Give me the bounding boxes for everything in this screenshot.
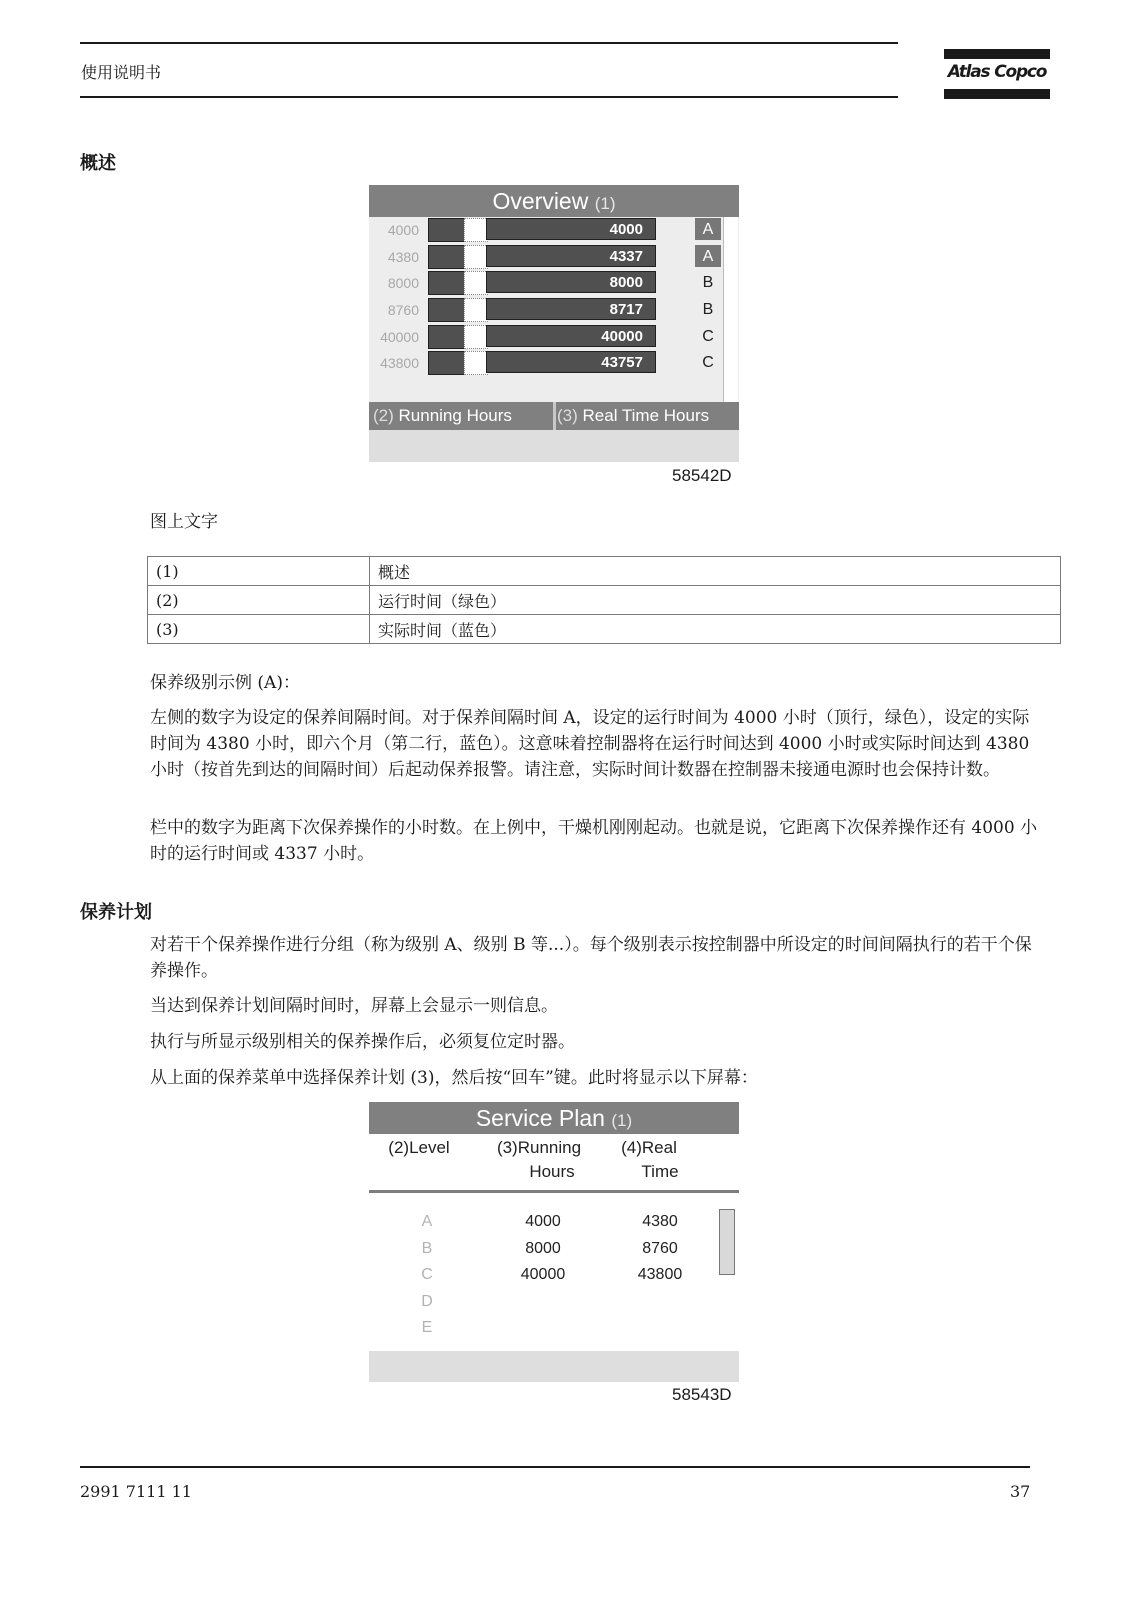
status-bar-gap — [464, 245, 488, 269]
overview-screen-title: Overview (1) — [369, 185, 739, 217]
status-bar-block — [428, 298, 466, 322]
legend-title: 图上文字 — [150, 512, 218, 532]
legend-key: (1) — [148, 557, 370, 586]
figure-id: 58543D — [672, 1385, 732, 1404]
level-badge: B — [702, 274, 714, 291]
level-badge: B — [702, 301, 714, 318]
legend-key: (3) — [148, 615, 370, 644]
example-title: 保养级别示例 (A)： — [150, 673, 300, 693]
paragraph: 栏中的数字为距离下次保养操作的小时数。在上例中，干燥机刚刚起动。也就是说，它距离下次保养操作还有 4000 小时的运行时间或 4337 小时。 — [150, 818, 1038, 864]
overview-screen — [369, 185, 739, 462]
column-header-running-hours: (3)Running Hours — [496, 1138, 582, 1181]
status-bar-block — [428, 271, 466, 295]
level-label: C — [421, 1266, 433, 1283]
header-top-rule — [80, 42, 898, 44]
service-plan-header — [369, 1134, 739, 1193]
header-bottom-rule — [80, 96, 898, 98]
status-bar-gap — [464, 325, 488, 349]
level-badge: A — [695, 245, 721, 267]
service-plan-scrollbar[interactable] — [719, 1209, 735, 1275]
table-row — [148, 557, 1061, 586]
level-label: D — [421, 1293, 433, 1310]
legend-value: 实际时间（蓝色） — [370, 615, 1061, 644]
paragraph: 从上面的保养菜单中选择保养计划 (3)，然后按“回车”键。此时将显示以下屏幕： — [150, 1068, 758, 1088]
level-label: B — [421, 1240, 433, 1257]
overview-bottom-bar — [369, 430, 739, 462]
tab-separator — [553, 402, 556, 430]
legend-value: 运行时间（绿色） — [370, 586, 1061, 615]
level-badge: A — [695, 218, 721, 240]
status-bar-block — [428, 325, 466, 349]
service-plan-screen — [369, 1102, 739, 1382]
legend-table — [147, 556, 1061, 644]
document-type: 使用说明书 — [81, 63, 162, 82]
section-title-overview: 概述 — [80, 153, 116, 174]
overview-row: 40000 40000 C — [369, 325, 739, 349]
overview-scrollbar[interactable] — [723, 217, 738, 402]
real-time-value: 8760 — [642, 1240, 678, 1257]
column-header-real-time: (4)Real Time — [621, 1138, 679, 1181]
section-title-service-plan: 保养计划 — [80, 902, 152, 923]
status-bar-block — [428, 351, 466, 375]
service-plan-body — [369, 1193, 739, 1351]
paragraph: 左侧的数字为设定的保养间隔时间。对于保养间隔时间 A，设定的运行时间为 4000 小时（顶行，绿色），设定的实际时间为 4380 小时，即六个月（第二行，蓝色）。这意味着控制器将在运行时间达到 4000 小时或实际时间达到 4380 小时（按首先到达的间隔时间）后起动保养报警。请注意，实际时间计数器在控制器未接通电源时也会保持计数。 — [150, 708, 1030, 780]
overview-tab-bar — [369, 402, 739, 430]
running-hours-value: 4000 — [525, 1213, 561, 1230]
column-header-level: (2)Level — [388, 1138, 450, 1157]
real-time-value: 43800 — [637, 1266, 683, 1283]
atlas-copco-logo: Atlas Copco — [944, 49, 1050, 99]
tab-real-time-hours[interactable]: (3) Real Time Hours — [557, 406, 710, 425]
paragraph: 当达到保养计划间隔时间时，屏幕上会显示一则信息。 — [150, 996, 558, 1016]
overview-row: 8760 8717 B — [369, 298, 739, 322]
status-bar-gap — [464, 218, 488, 242]
paragraph: 执行与所显示级别相关的保养操作后，必须复位定时器。 — [150, 1032, 575, 1052]
status-bar-gap — [464, 298, 488, 322]
level-label: A — [421, 1213, 433, 1230]
document-number: 2991 7111 11 — [80, 1482, 192, 1501]
table-row — [148, 615, 1061, 644]
level-label: E — [421, 1319, 433, 1336]
running-hours-value: 8000 — [525, 1240, 561, 1257]
legend-value: 概述 — [370, 557, 1061, 586]
level-badge: C — [702, 328, 714, 345]
status-bar-block — [428, 245, 466, 269]
overview-row: 8000 8000 B — [369, 271, 739, 295]
overview-row: 4000 4000 A — [369, 218, 739, 242]
level-badge: C — [702, 354, 714, 371]
footer-rule — [80, 1466, 1030, 1468]
paragraph: 对若干个保养操作进行分组（称为级别 A、级别 B 等...）。每个级别表示按控制器中所设定的时间间隔执行的若干个保养操作。 — [150, 935, 1032, 981]
legend-key: (2) — [148, 586, 370, 615]
tab-running-hours[interactable]: (2) Running Hours — [373, 406, 512, 425]
figure-id: 58542D — [672, 466, 732, 485]
service-plan-screen-title: Service Plan (1) — [369, 1102, 739, 1134]
service-plan-bottom-bar — [369, 1351, 739, 1382]
status-bar-gap — [464, 271, 488, 295]
status-bar-block — [428, 218, 466, 242]
page-number: 37 — [1010, 1482, 1031, 1501]
status-bar-gap — [464, 351, 488, 375]
overview-row: 43800 43757 C — [369, 351, 739, 375]
overview-row: 4380 4337 A — [369, 245, 739, 269]
table-row — [148, 586, 1061, 615]
real-time-value: 4380 — [642, 1213, 678, 1230]
running-hours-value: 40000 — [520, 1266, 566, 1283]
